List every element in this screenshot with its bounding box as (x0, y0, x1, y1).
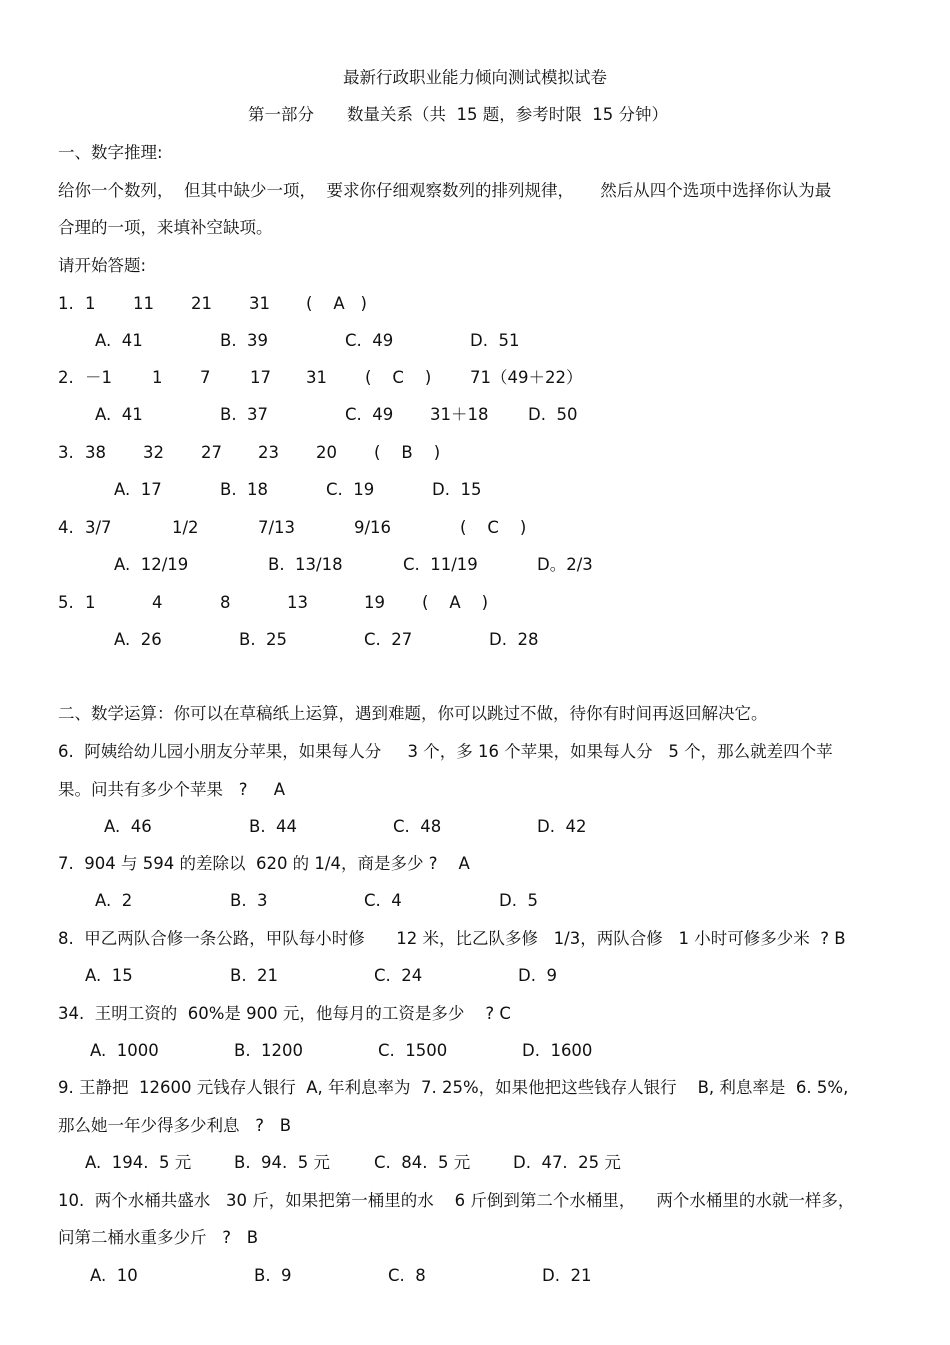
option: B. 25 (239, 630, 288, 649)
option: A. 46 (104, 817, 152, 836)
sequence-term: 31 (306, 368, 327, 387)
question-text-cont: 那么她一年少得多少利息 ? B (58, 1116, 292, 1135)
sequence-term: 17 (250, 368, 271, 387)
sequence-term: 1 (152, 368, 163, 387)
question-text: 34. 王明工资的 60%是 900 元，他每月的工资是多少 ? C (58, 1004, 511, 1023)
page-title: 最新行政职业能力倾向测试模拟试卷 (343, 68, 607, 87)
option: B. 3 (230, 891, 268, 910)
option: D. 5 (499, 891, 538, 910)
section1-heading: 一、数字推理: (58, 143, 163, 162)
sequence-term: 1 (85, 294, 96, 313)
option: C. 49 (345, 331, 394, 350)
option: C. 48 (393, 817, 442, 836)
option: D. 47. 25 元 (513, 1153, 621, 1172)
question-number: 5. (58, 593, 74, 612)
sequence-term: 9/16 (354, 518, 392, 537)
question-text: 9. 王静把 12600 元钱存人银行 A, 年利息率为 7. 25%，如果他把这些钱存人银行 B, 利息率是 6. 5%, (58, 1078, 849, 1097)
answer-mark: ( C ) (365, 368, 432, 387)
start-instruction: 请开始答题: (58, 256, 147, 275)
section2-heading: 二、数学运算：你可以在草稿纸上运算，遇到难题，你可以跳过不做，待你有时间再返回解决它。 (58, 704, 768, 723)
option: A. 10 (90, 1266, 138, 1285)
option: A. 17 (114, 480, 162, 499)
option: B. 21 (230, 966, 279, 985)
option: A. 26 (114, 630, 162, 649)
option: C. 27 (364, 630, 413, 649)
question-number: 1. (58, 294, 74, 313)
sequence-term: 31 (249, 294, 270, 313)
option: B. 39 (220, 331, 269, 350)
option: A. 2 (95, 891, 133, 910)
sequence-term: 32 (143, 443, 164, 462)
sequence-term: 7 (200, 368, 211, 387)
sequence-term: 21 (191, 294, 212, 313)
question-text-cont: 问第二桶水重多少斤 ? B (58, 1228, 259, 1247)
option: D. 1600 (522, 1041, 593, 1060)
option: B. 37 (220, 405, 269, 424)
section1-intro-line2: 合理的一项，来填补空缺项。 (58, 218, 273, 237)
question-number: 3. (58, 443, 74, 462)
option: C. 8 (388, 1266, 426, 1285)
option: C. 1500 (378, 1041, 448, 1060)
sequence-term: －1 (85, 368, 112, 387)
question-number: 4. (58, 518, 74, 537)
sequence-term: 11 (133, 294, 154, 313)
option: A. 41 (95, 405, 143, 424)
option: A. 15 (85, 966, 133, 985)
option: A. 41 (95, 331, 143, 350)
option: C. 49 (345, 405, 394, 424)
sequence-term: 3/7 (85, 518, 112, 537)
sequence-term: 27 (201, 443, 222, 462)
question-text: 8. 甲乙两队合修一条公路，甲队每小时修 12 米，比乙队多修 1/3，两队合修 1 小时可修多少米 ? B (58, 929, 846, 948)
sequence-term: 13 (287, 593, 308, 612)
answer-note: 71（49＋22） (470, 368, 583, 387)
question-text-cont: 果。问共有多少个苹果 ? A (58, 780, 286, 799)
sequence-term: 7/13 (258, 518, 296, 537)
option: C. 19 (326, 480, 375, 499)
option: D. 42 (537, 817, 587, 836)
option: D. 15 (432, 480, 482, 499)
sequence-term: 23 (258, 443, 279, 462)
question-number: 2. (58, 368, 74, 387)
option: C. 4 (364, 891, 402, 910)
option: D. 28 (489, 630, 539, 649)
answer-mark: ( A ) (306, 294, 367, 313)
option: D. 51 (470, 331, 520, 350)
option: A. 194. 5 元 (85, 1153, 192, 1172)
section1-intro-line1: 给你一个数列， 但其中缺少一项， 要求你仔细观察数列的排列规律， 然后从四个选项中选择你认为最 (58, 181, 832, 200)
option: B. 44 (249, 817, 298, 836)
option: C. 24 (374, 966, 423, 985)
option: B. 9 (254, 1266, 292, 1285)
question-text: 7. 904 与 594 的差除以 620 的 1/4，商是多少 ? A (58, 854, 470, 873)
option: A. 12/19 (114, 555, 189, 574)
sequence-term: 20 (316, 443, 337, 462)
option: C. 11/19 (403, 555, 478, 574)
part-subtitle: 第一部分 数量关系（共 15 题，参考时限 15 分钟） (248, 105, 668, 124)
option: B. 1200 (234, 1041, 304, 1060)
option: B. 13/18 (268, 555, 343, 574)
answer-mark: ( A ) (422, 593, 489, 612)
option-note: 31＋18 (430, 405, 489, 424)
sequence-term: 4 (152, 593, 163, 612)
option: B. 18 (220, 480, 269, 499)
sequence-term: 1 (85, 593, 96, 612)
option: D. 21 (542, 1266, 592, 1285)
option: D。2/3 (537, 555, 593, 574)
option: C. 84. 5 元 (374, 1153, 471, 1172)
question-text: 6. 阿姨给幼儿园小朋友分苹果，如果每人分 3 个，多 16 个苹果，如果每人分 5 个，那么就差四个苹 (58, 742, 833, 761)
sequence-term: 1/2 (172, 518, 199, 537)
question-text: 10. 两个水桶共盛水 30 斤，如果把第一桶里的水 6 斤倒到第二个水桶里， 两个水桶里的水就一样多， (58, 1191, 855, 1210)
option: D. 50 (528, 405, 578, 424)
sequence-term: 38 (85, 443, 106, 462)
option: A. 1000 (90, 1041, 159, 1060)
sequence-term: 19 (364, 593, 385, 612)
option: B. 94. 5 元 (234, 1153, 331, 1172)
answer-mark: ( C ) (460, 518, 527, 537)
sequence-term: 8 (220, 593, 231, 612)
option: D. 9 (518, 966, 557, 985)
answer-mark: ( B ) (374, 443, 441, 462)
